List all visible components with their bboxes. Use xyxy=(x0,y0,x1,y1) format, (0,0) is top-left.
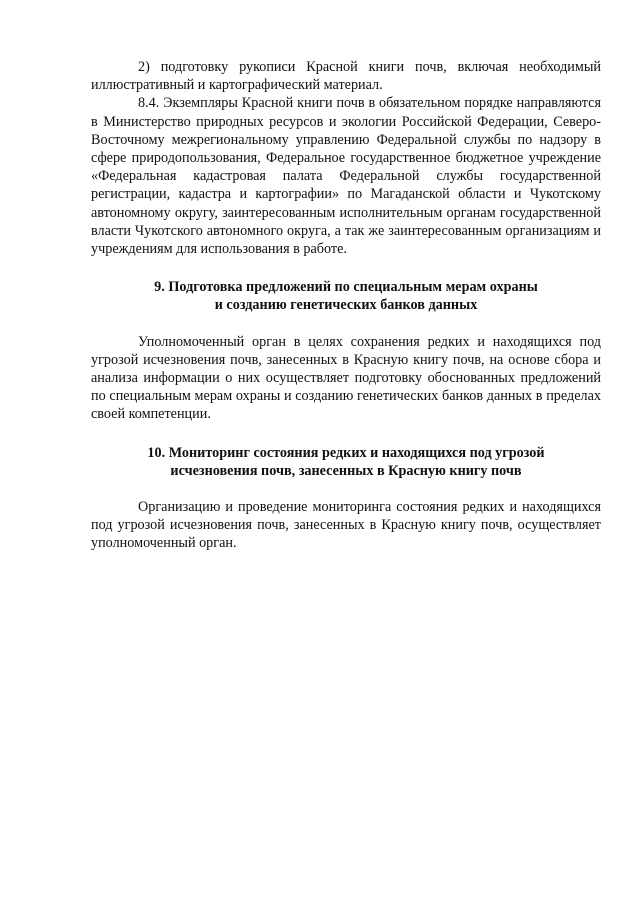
section-9-heading xyxy=(91,278,601,314)
section-10-heading-line-1: 10. Мониторинг состояния редких и находящихся под угрозой xyxy=(147,444,545,461)
section-9-body: Уполномоченный орган в целях сохранения редких и находящихся под угрозой исчезновения почв, занесенных в Красную книгу почв, на основе сбора и анализа информации о них осуществляет подготовку обоснованных предложений по специальным мерам охраны и созданию генетических банков данных в пределах своей компетенции. xyxy=(91,333,601,423)
paragraph-manuscript-preparation: 2) подготовку рукописи Красной книги почв, включая необходимый иллюстративный и картографический материал. xyxy=(91,59,601,94)
section-9-heading-line-1: 9. Подготовка предложений по специальным мерам охраны xyxy=(154,279,538,296)
section-10-heading-line-2: исчезновения почв, занесенных в Красную книгу почв xyxy=(170,462,522,479)
spacer xyxy=(91,258,601,278)
section-10-heading xyxy=(91,444,601,480)
spacer xyxy=(91,480,601,498)
paragraph-8-4-distribution: 8.4. Экземпляры Красной книги почв в обязательном порядке направляются в Министерство природных ресурсов и экологии Российской Федерации, Северо-Восточному межрегиональному управлению Федеральной службы по надзору в сфере природопользования, Федеральное государственное бюджетное учреждение «Федеральная кадастровая палата Федеральной службы государственной регистрации, кадастра и картографии» по Магаданской области и Чукотскому автономному округу, заинтересованным исполнительным органам государственной власти Чукотского автономного округа, а так же заинтересованным организациям и учреждениям для использования в работе. xyxy=(91,95,601,258)
document-page xyxy=(91,58,601,553)
section-9-heading-line-2: и созданию генетических банков данных xyxy=(214,297,478,314)
spacer xyxy=(91,315,601,333)
section-10-body: Организацию и проведение мониторинга состояния редких и находящихся под угрозой исчезновения почв, занесенных в Красную книгу почв, осуществляет уполномоченный орган. xyxy=(91,499,601,552)
spacer xyxy=(91,424,601,444)
